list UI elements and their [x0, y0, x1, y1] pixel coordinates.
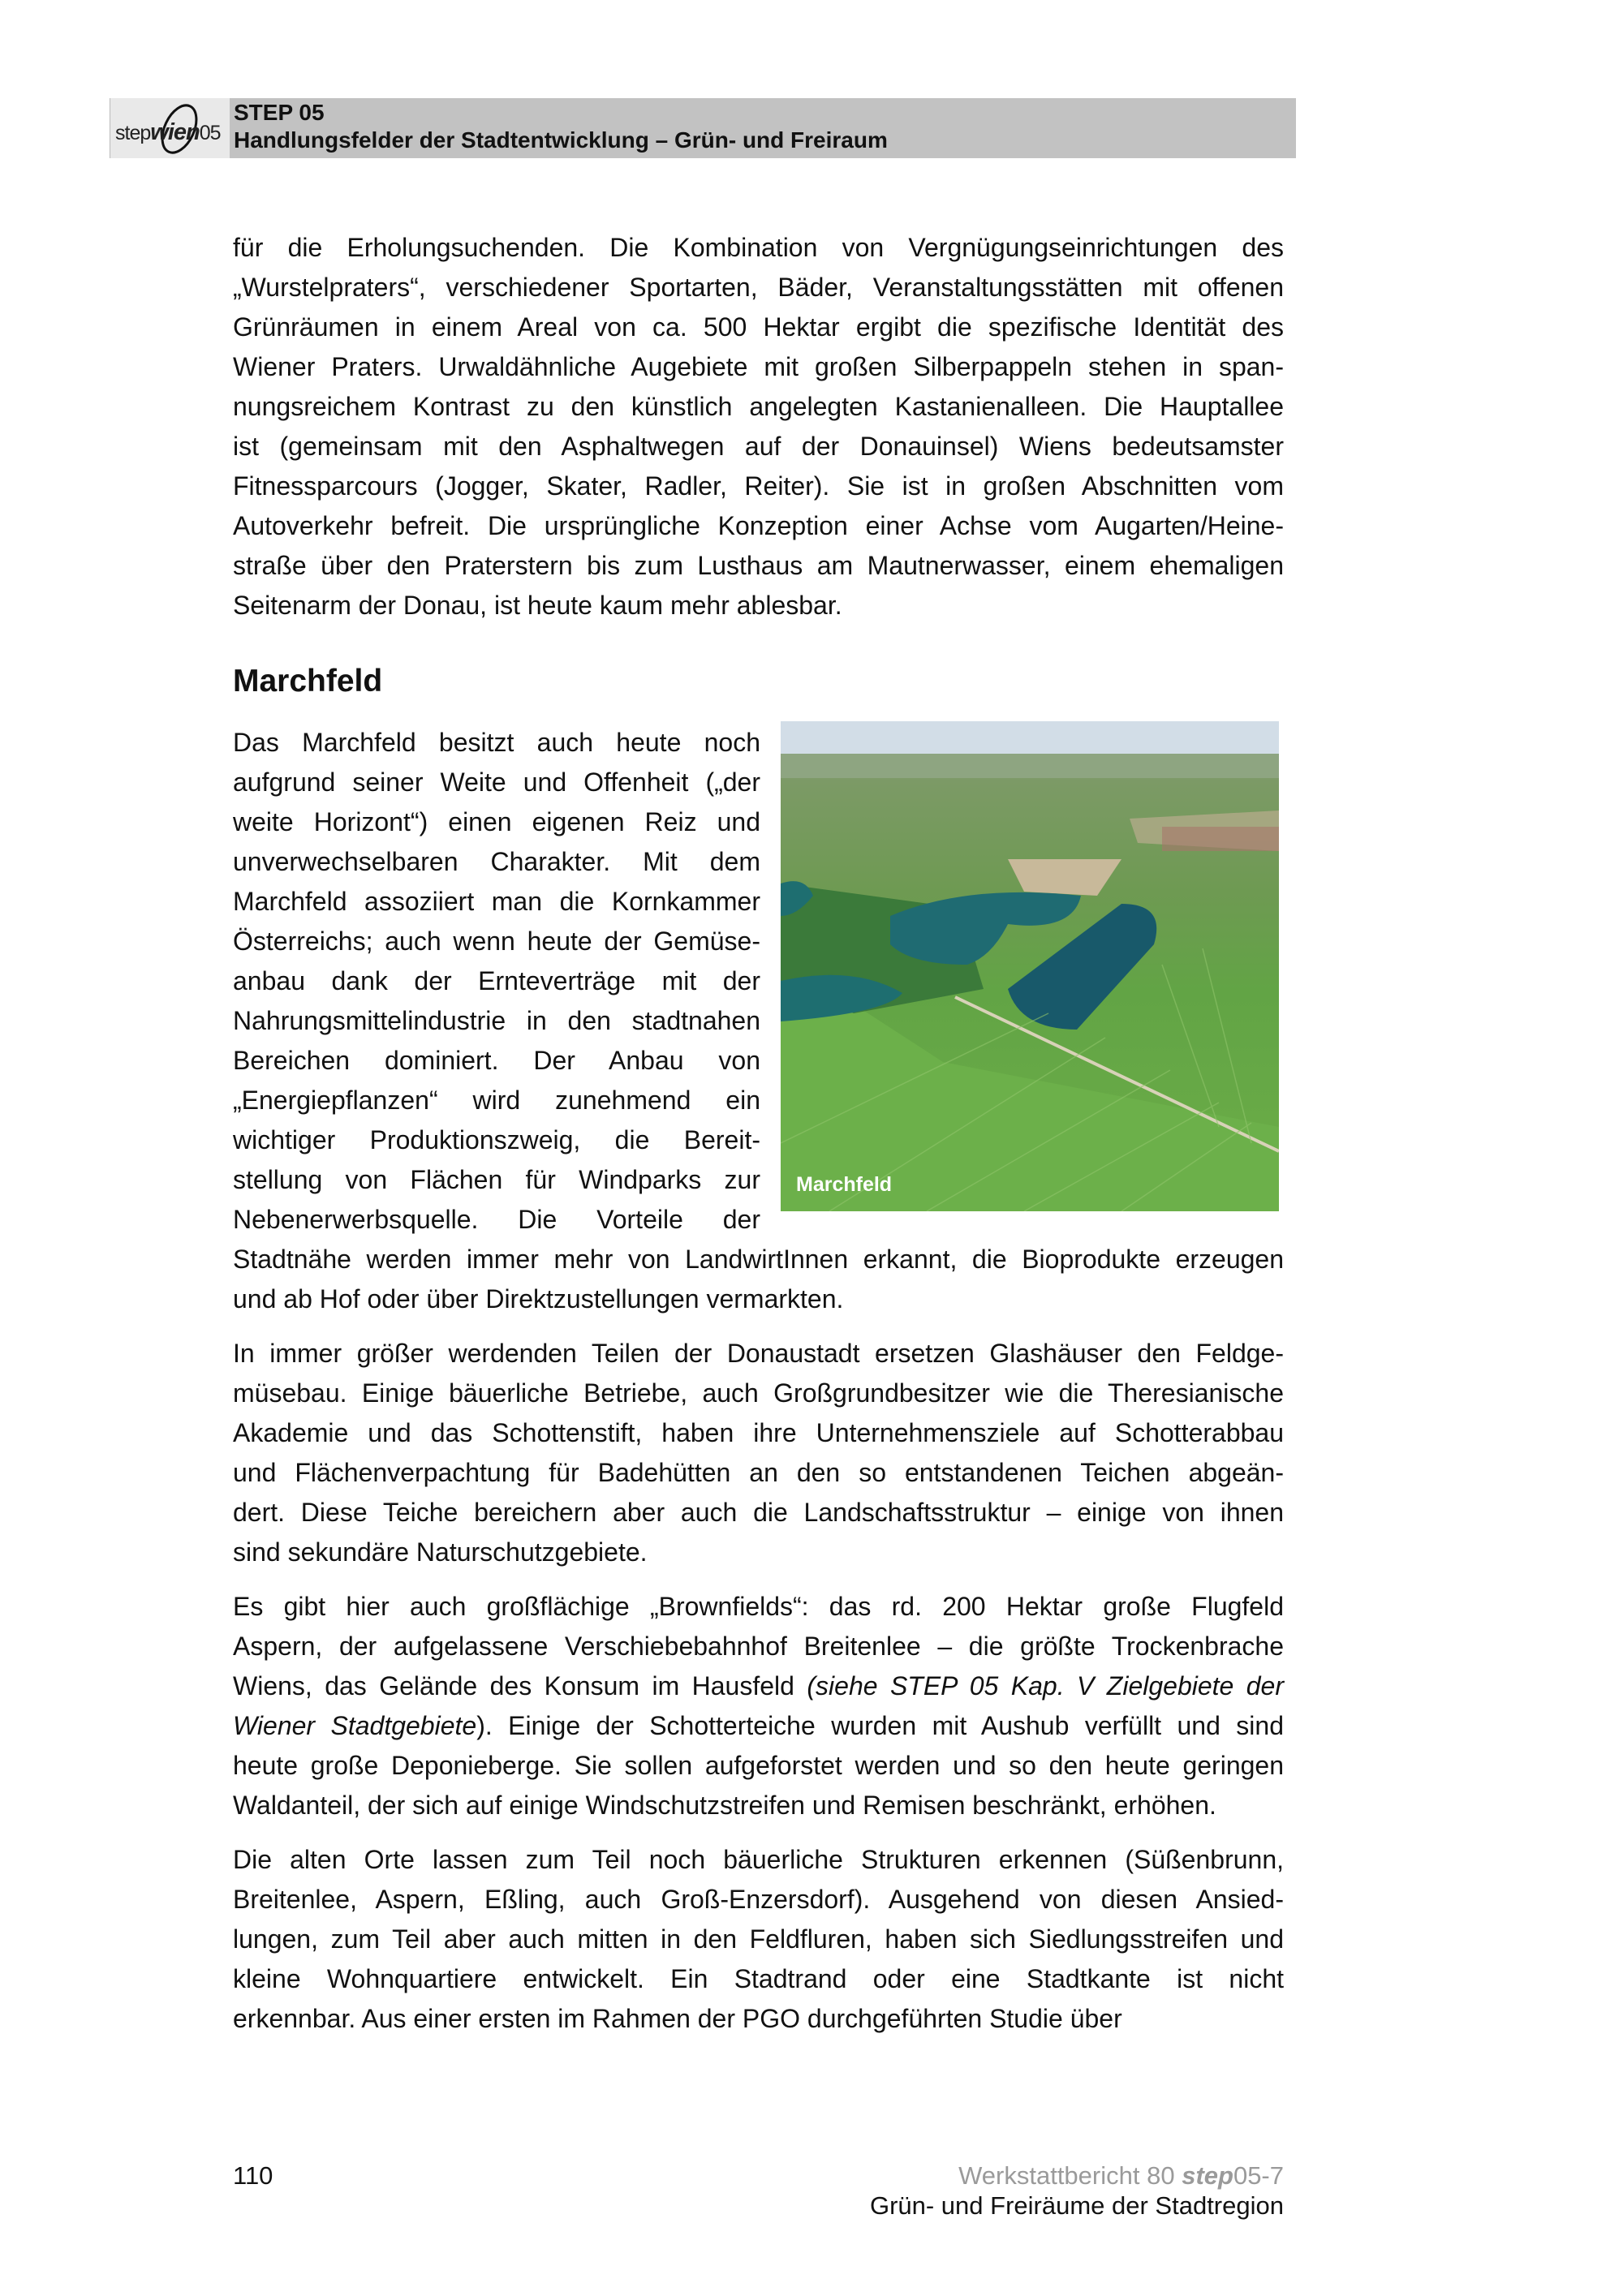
text-line: straße über den Praterstern bis zum Lusthaus am Mautnerwasser, einem ehemaligen: [233, 551, 1284, 580]
header-title: STEP 05: [234, 100, 325, 125]
italic-reference: Wiener Stadtgebiete: [233, 1711, 477, 1740]
page-number: 110: [233, 2161, 273, 2190]
text-segment: Wiens, das Gelände des Konsum im Hausfeld: [233, 1671, 807, 1701]
paragraph: [233, 1587, 1284, 1825]
text-line: Marchfeld assoziiert man die Kornkammer: [233, 887, 760, 916]
text-line: „Wurstelpraters“, verschiedener Sportarten, Bäder, Veranstaltungsstätten mit offenen: [233, 273, 1284, 302]
footer-subtitle: Grün- und Freiräume der Stadtregion: [869, 2191, 1284, 2220]
text-line: weite Horizont“) einen eigenen Reiz und: [233, 807, 760, 836]
text-line: Bereichen dominiert. Der Anbau von: [233, 1046, 760, 1075]
italic-reference: (siehe STEP 05 Kap. V Zielgebiete der: [807, 1671, 1285, 1701]
text-line: Waldanteil, der sich auf einige Windschutzstreifen und Remisen beschränkt, erhöhen.: [233, 1791, 1216, 1820]
text-line: Aspern, der aufgelassene Verschiebebahnhof Breitenlee – die größte Trockenbrache: [233, 1632, 1284, 1661]
text-line: unverwechselbaren Charakter. Mit dem: [233, 847, 760, 876]
footer-series-text: Werkstattbericht 80: [958, 2161, 1182, 2190]
text-line: kleine Wohnquartiere entwickelt. Ein Stadtrand oder eine Stadtkante ist nicht: [233, 1964, 1284, 1993]
text-line: [233, 1666, 1284, 1706]
text-line: für die Erholungsuchenden. Die Kombination von Vergnügungseinrichtungen des: [233, 233, 1284, 262]
footer-series-number: 05-7: [1233, 2161, 1284, 2190]
text-line: dert. Diese Teiche bereichern aber auch die Landschaftsstruktur – einige von ihnen: [233, 1498, 1284, 1527]
text-line: ist (gemeinsam mit den Asphaltwegen auf der Donauinsel) Wiens bedeutsamster: [233, 432, 1284, 461]
text-line: müsebau. Einige bäuerliche Betriebe, auch Großgrundbesitzer wie die Theresianische: [233, 1378, 1284, 1408]
text-line: wichtiger Produktionszweig, die Bereit-: [233, 1125, 760, 1154]
text-line: nungsreichem Kontrast zu den künstlich angelegten Kastanienalleen. Die Hauptallee: [233, 392, 1284, 421]
text-line: Wiener Praters. Urwaldähnliche Augebiete mit großen Silberpappeln stehen in span-: [233, 352, 1284, 381]
text-line: und Flächenverpachtung für Badehütten an den so entstandenen Teichen abgeän-: [233, 1458, 1284, 1487]
footer-series: [958, 2161, 1284, 2191]
logo-text: wien: [150, 119, 200, 145]
text-line: sind sekundäre Naturschutzgebiete.: [233, 1537, 648, 1567]
header-subtitle: Handlungsfelder der Stadtentwicklung – Grün- und Freiraum: [234, 127, 888, 153]
stepwien-logo: [110, 98, 230, 158]
text-line: [233, 1706, 1284, 1746]
text-line: anbau dank der Ernteverträge mit der: [233, 966, 760, 995]
text-line: Die alten Orte lassen zum Teil noch bäuerliche Strukturen erkennen (Süßenbrunn,: [233, 1845, 1284, 1874]
text-line: lungen, zum Teil aber auch mitten in den Feldfluren, haben sich Siedlungsstreifen und: [233, 1924, 1284, 1954]
logo-text: step: [115, 122, 151, 144]
text-line: Breitenlee, Aspern, Eßling, auch Groß-Enzersdorf). Ausgehend von diesen Ansied-: [233, 1885, 1284, 1914]
paragraph: [233, 1334, 1284, 1572]
text-line: In immer größer werdenden Teilen der Donaustadt ersetzen Glashäuser den Feldge-: [233, 1339, 1284, 1368]
text-line: erkennbar. Aus einer ersten im Rahmen der PGO durchgeführten Studie über: [233, 2004, 1122, 2033]
page-header: [110, 98, 1296, 158]
text-line: Autoverkehr befreit. Die ursprüngliche Konzeption einer Achse vom Augarten/Heine-: [233, 511, 1284, 540]
logo-text: 05: [199, 122, 221, 144]
text-segment: ). Einige der Schotterteiche wurden mit Aushub verfüllt und sind: [476, 1711, 1285, 1740]
text-line: Es gibt hier auch großflächige „Brownfields“: das rd. 200 Hektar große Flugfeld: [233, 1592, 1284, 1621]
text-line: und ab Hof oder über Direktzustellungen vermarkten.: [233, 1284, 844, 1314]
text-line: Fitnessparcours (Jogger, Skater, Radler, Reiter). Sie ist in großen Abschnitten vom: [233, 471, 1284, 501]
marchfeld-aerial-photo: [781, 721, 1279, 1211]
text-line: Grünräumen in einem Areal von ca. 500 Hektar ergibt die spezifische Identität des: [233, 312, 1284, 342]
text-line: aufgrund seiner Weite und Offenheit („der: [233, 767, 760, 797]
text-line: Nebenerwerbsquelle. Die Vorteile der: [233, 1205, 760, 1234]
paragraph: [233, 228, 1284, 626]
footer-series-step: step: [1182, 2161, 1233, 2190]
text-line: Stadtnähe werden immer mehr von LandwirtInnen erkannt, die Bioprodukte erzeugen: [233, 1245, 1284, 1274]
section-heading: Marchfeld: [233, 664, 383, 699]
text-line: Nahrungsmittelindustrie in den stadtnahen: [233, 1006, 760, 1035]
text-line: Akademie und das Schottenstift, haben ihre Unternehmensziele auf Schotterabbau: [233, 1418, 1284, 1447]
text-line: heute große Deponieberge. Sie sollen aufgeforstet werden und so den heute geringen: [233, 1751, 1284, 1780]
text-line: stellung von Flächen für Windparks zur: [233, 1165, 760, 1194]
text-line: Seitenarm der Donau, ist heute kaum mehr ablesbar.: [233, 591, 842, 620]
text-line: „Energiepflanzen“ wird zunehmend ein: [233, 1086, 760, 1115]
text-line: Österreichs; auch wenn heute der Gemüse-: [233, 927, 760, 956]
paragraph: [233, 1840, 1284, 2039]
text-line: Das Marchfeld besitzt auch heute noch: [233, 728, 760, 757]
photo-caption: Marchfeld: [796, 1173, 893, 1196]
